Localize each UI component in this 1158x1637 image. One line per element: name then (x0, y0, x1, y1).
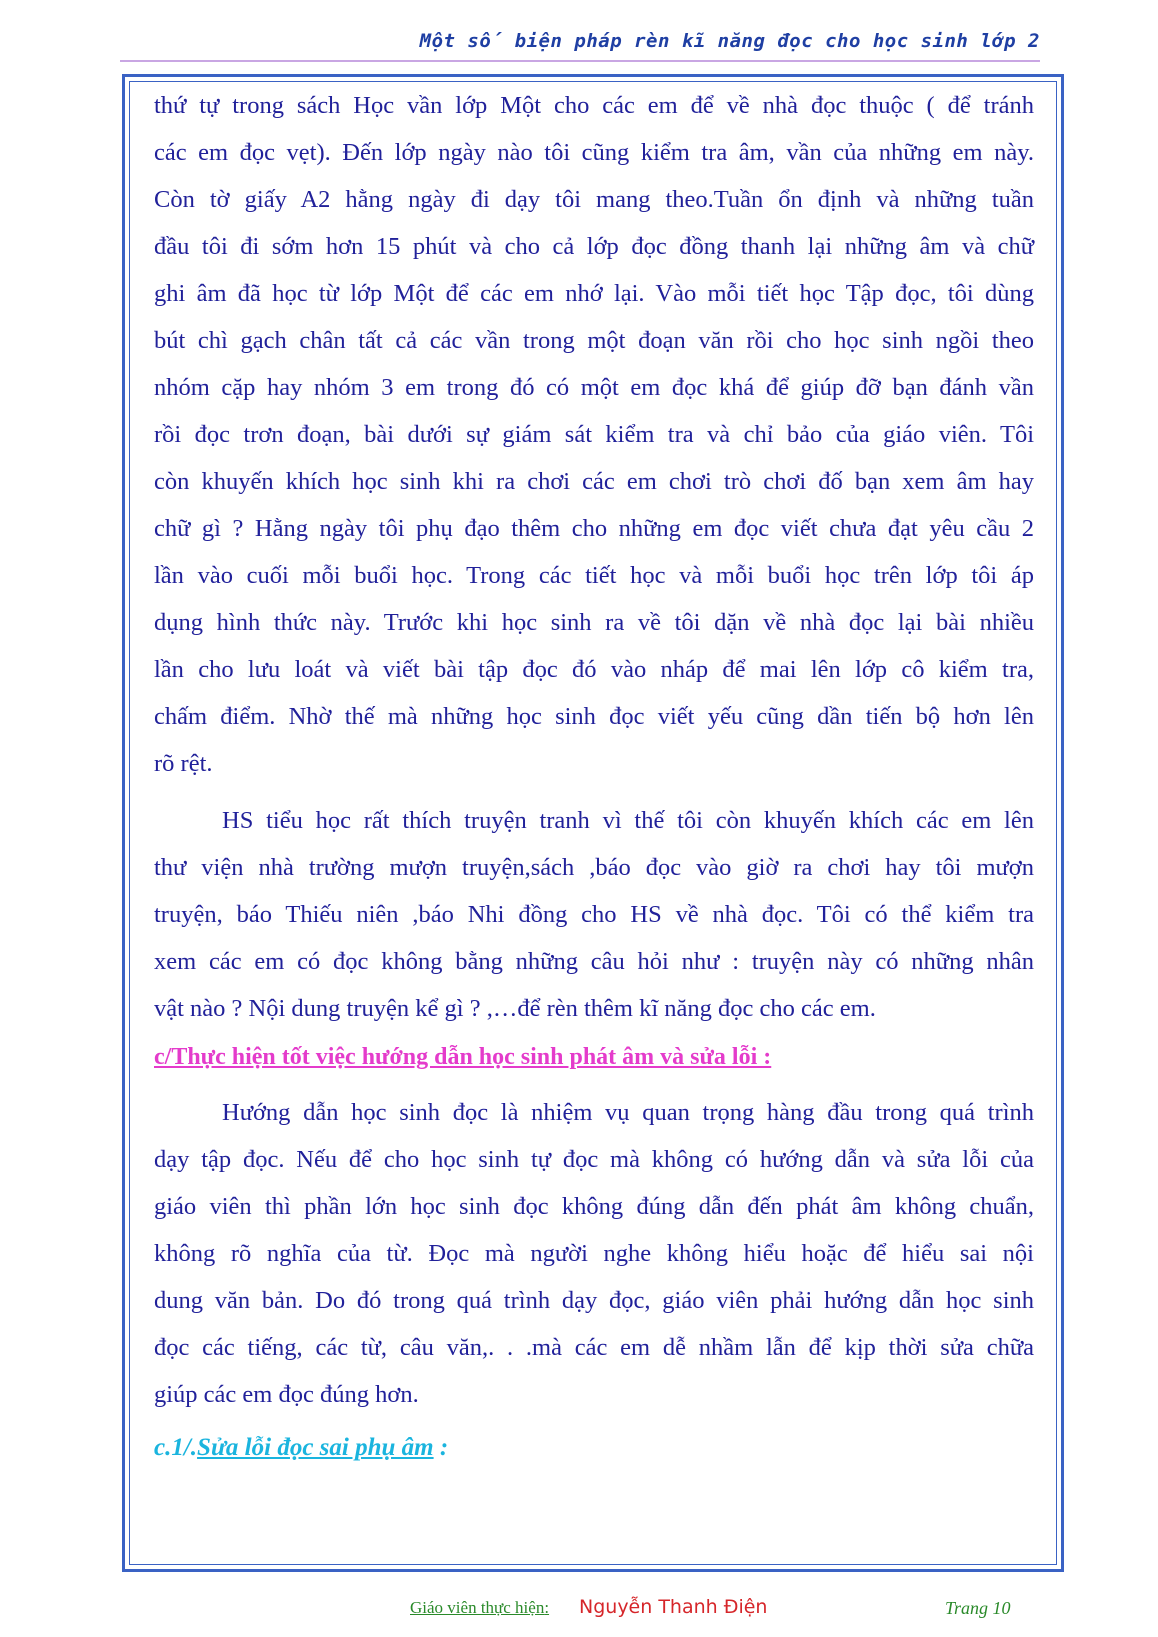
text-line: rõ rệt. (154, 750, 213, 777)
paragraph (154, 82, 1034, 787)
text-line: lần vào cuối mỗi buổi học. Trong các tiết học và mỗi buổi học trên lớp tôi áp (154, 562, 1034, 589)
text-line: đọc các tiếng, các từ, câu văn,. . .mà các em dễ nhầm lẫn để kịp thời sửa chữa (154, 1334, 1034, 1361)
text-line: giáo viên thì phần lớn học sinh đọc không đúng dẫn đến phát âm không chuẩn, (154, 1193, 1034, 1220)
heading-prefix: c.1/. (154, 1434, 198, 1461)
text-line: dạy tập đọc. Nếu để cho học sinh tự đọc mà không có hướng dẫn và sửa lỗi của (154, 1146, 1034, 1173)
page-header (120, 30, 1040, 62)
document-title: Một số biện pháp rèn kĩ năng đọc cho học sinh lớp 2 (419, 30, 1040, 52)
text-line: nhóm cặp hay nhóm 3 em trong đó có một em đọc khá để giúp đỡ bạn đánh vần (154, 374, 1034, 401)
text-line: Còn tờ giấy A2 hằng ngày đi dạy tôi mang theo.Tuần ổn định và những tuần (154, 186, 1034, 213)
teacher-name: Nguyễn Thanh Điện (579, 1596, 768, 1618)
text-line: vật nào ? Nội dung truyện kể gì ? ,…để rèn thêm kĩ năng đọc cho các em. (154, 995, 876, 1022)
text-line: chấm điểm. Nhờ thế mà những học sinh đọc viết yếu cũng dần tiến bộ hơn lên (154, 703, 1034, 730)
teacher-label-colon: : (544, 1598, 550, 1617)
teacher-label-text: Giáo viên thực hiện (410, 1598, 545, 1617)
teacher-label (410, 1598, 549, 1618)
text-line: lần cho lưu loát và viết bài tập đọc đó vào nháp để mai lên lớp cô kiểm tra, (154, 656, 1034, 683)
text-line: thứ tự trong sách Học vần lớp Một cho các em để về nhà đọc thuộc ( để tránh (154, 92, 1034, 119)
text-line: xem các em có đọc không bằng những câu hỏi như : truyện này có những nhân (154, 948, 1034, 975)
text-line: HS tiểu học rất thích truyện tranh vì thế tôi còn khuyến khích các em lên (222, 807, 1034, 834)
document-body (154, 82, 1034, 1471)
text-line: giúp các em đọc đúng hơn. (154, 1381, 419, 1408)
text-line: rồi đọc trơn đoạn, bài dưới sự giám sát kiểm tra và chỉ bảo của giáo viên. Tôi (154, 421, 1034, 448)
page-footer (0, 1598, 1158, 1628)
paragraph (154, 1089, 1034, 1418)
text-line: còn khuyến khích học sinh khi ra chơi các em chơi trò chơi đố bạn xem âm hay (154, 468, 1034, 495)
text-line: đầu tôi đi sớm hơn 15 phút và cho cả lớp đọc đồng thanh lại những âm và chữ (154, 233, 1034, 260)
text-line: ghi âm đã học từ lớp Một để các em nhớ lại. Vào mỗi tiết học Tập đọc, tôi dùng (154, 280, 1034, 307)
text-line: truyện, báo Thiếu niên ,báo Nhi đồng cho HS về nhà đọc. Tôi có thể kiểm tra (154, 901, 1034, 928)
heading-title: Sửa lỗi đọc sai phụ âm (197, 1434, 434, 1461)
text-line: thư viện nhà trường mượn truyện,sách ,báo đọc vào giờ ra chơi hay tôi mượn (154, 854, 1034, 881)
text-line: dung văn bản. Do đó trong quá trình dạy đọc, giáo viên phải hướng dẫn học sinh (154, 1287, 1034, 1314)
page-number: Trang 10 (945, 1598, 1011, 1618)
text-line: Hướng dẫn học sinh đọc là nhiệm vụ quan trọng hàng đầu trong quá trình (222, 1099, 1034, 1126)
section-heading-c1 (154, 1424, 1034, 1471)
heading-suffix: : (433, 1434, 449, 1461)
text-line: dụng hình thức này. Trước khi học sinh ra về tôi dặn về nhà đọc lại bài nhiều (154, 609, 1034, 636)
text-line: chữ gì ? Hằng ngày tôi phụ đạo thêm cho những em đọc viết chưa đạt yêu cầu 2 (154, 515, 1034, 542)
paragraph (154, 797, 1034, 1032)
text-line: không rõ nghĩa của từ. Đọc mà người nghe không hiểu hoặc để hiểu sai nội (154, 1240, 1034, 1267)
text-line: bút chì gạch chân tất cả các vần trong một đoạn văn rồi cho học sinh ngồi theo (154, 327, 1034, 354)
text-line: các em đọc vẹt). Đến lớp ngày nào tôi cũng kiểm tra âm, vần của những em này. (154, 139, 1034, 166)
section-heading-c: c/Thực hiện tốt việc hướng dẫn học sinh phát âm và sửa lỗi : (154, 1044, 772, 1070)
